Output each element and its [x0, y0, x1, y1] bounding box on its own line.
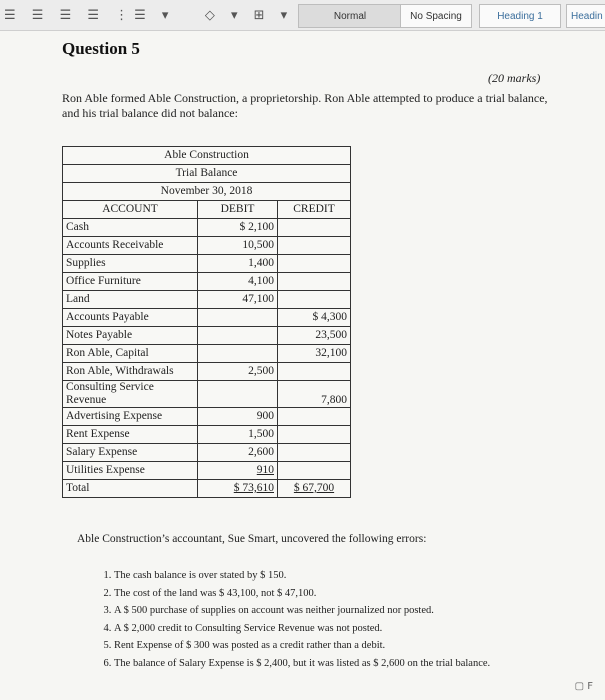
style-no-spacing[interactable]: No Spacing [400, 4, 472, 28]
list-item: 1. The cash balance is over stated by $ 150. [114, 567, 584, 585]
tb-col-account: ACCOUNT [63, 201, 198, 219]
question-intro: Ron Able formed Able Construction, a proprietorship. Ron Able attempted to produce a trial balance, and his trial balance did not balance: [62, 91, 548, 120]
table-row: Accounts Payable $ 4,300 [63, 309, 351, 327]
tb-company: Able Construction [63, 147, 351, 165]
list-item: 2. The cost of the land was $ 43,100, not $ 47,100. [114, 585, 584, 603]
table-row: Cash $ 2,100 [63, 219, 351, 237]
tb-col-credit: CREDIT [278, 201, 351, 219]
table-row: Accounts Receivable 10,500 [63, 237, 351, 255]
list-item: 4. A $ 2,000 credit to Consulting Service Revenue was not posted. [114, 620, 584, 638]
trial-balance-table [62, 146, 351, 498]
errors-heading: Able Construction’s accountant, Sue Smart, uncovered the following errors: [77, 533, 427, 545]
table-row: Advertising Expense 900 [63, 408, 351, 426]
question-title: Question 5 [62, 39, 140, 58]
style-normal[interactable]: Normal [298, 4, 402, 28]
table-row: Ron Able, Withdrawals 2,500 [63, 363, 351, 381]
table-row: Consulting Service Revenue 7,800 [63, 381, 351, 408]
view-mode-icon[interactable]: ▢ F [574, 681, 593, 692]
list-item: 5. Rent Expense of $ 300 was posted as a credit rather than a debit. [114, 637, 584, 655]
table-row: Land 47,100 [63, 291, 351, 309]
table-row: Utilities Expense 910 [63, 462, 351, 480]
tb-report: Trial Balance [63, 165, 351, 183]
table-row-total: Total $ 73,610 $ 67,700 [63, 480, 351, 498]
formatting-toolbar [0, 0, 605, 31]
question-marks: (20 marks) [488, 71, 541, 85]
table-row: Notes Payable 23,500 [63, 327, 351, 345]
toolbar-icons[interactable]: ☰ ☰ ☰ ☰ ⋮☰ ▾ ◇ ▾ ⊞ ▾ [4, 8, 294, 23]
list-item: 6. The balance of Salary Expense is $ 2,400, but it was listed as $ 2,600 on the trial balance. [114, 655, 584, 673]
table-row: Office Furniture 4,100 [63, 273, 351, 291]
style-heading-2[interactable]: Headin [566, 4, 605, 28]
table-row: Rent Expense 1,500 [63, 426, 351, 444]
tb-date: November 30, 2018 [63, 183, 351, 201]
table-row: Salary Expense 2,600 [63, 444, 351, 462]
tb-col-debit: DEBIT [198, 201, 278, 219]
list-item: 3. A $ 500 purchase of supplies on account was neither journalized nor posted. [114, 602, 584, 620]
document-page [0, 31, 605, 700]
table-row: Supplies 1,400 [63, 255, 351, 273]
style-heading-1[interactable]: Heading 1 [479, 4, 561, 28]
table-row: Ron Able, Capital 32,100 [63, 345, 351, 363]
errors-list [92, 567, 584, 672]
